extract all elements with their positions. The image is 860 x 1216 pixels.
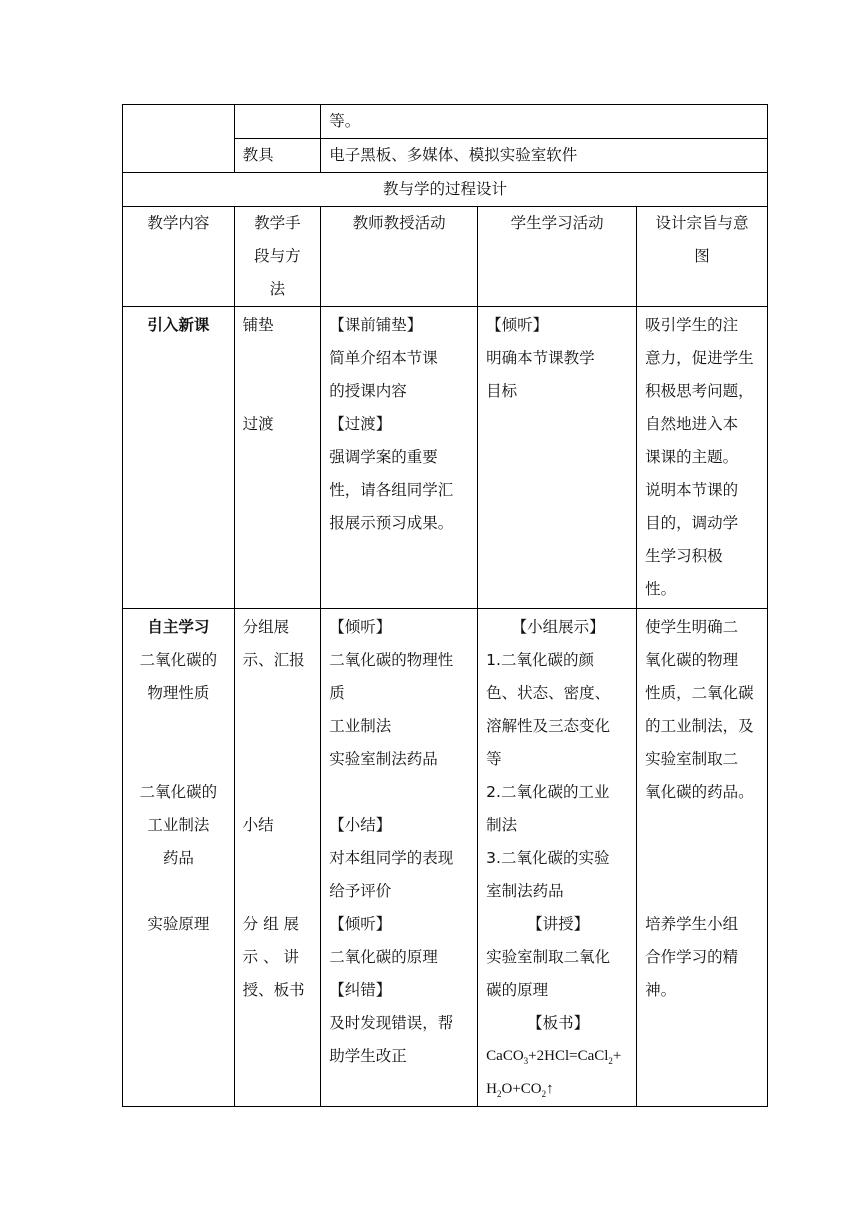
text-line: 自然地进入本 xyxy=(645,415,739,433)
continuation-text-value: 等。 xyxy=(329,112,361,130)
self-content-title: 自主学习 xyxy=(147,618,210,636)
text-line: 分 组 展 xyxy=(242,915,300,933)
equation-line xyxy=(486,1073,630,1106)
continuation-text xyxy=(321,105,768,139)
text-line: 示 、 讲 xyxy=(242,948,300,966)
header-intent-line: 图 xyxy=(694,247,710,265)
text-line: 性质，二氧化碳 xyxy=(645,684,754,702)
equation-part: +2HCl=CaCl xyxy=(528,1048,609,1064)
text-line: 培养学生小组 xyxy=(645,915,739,933)
text-line: 【小组展示】 xyxy=(511,618,605,636)
text-line: 课课的主题。 xyxy=(645,448,739,466)
text-line: 报展示预习成果。 xyxy=(329,514,454,532)
text-line: 使学生明确二 xyxy=(645,618,739,636)
intro-content xyxy=(123,307,235,609)
text-line: 制法 xyxy=(486,816,518,834)
text-line: 二氧化碳的 xyxy=(139,783,218,801)
text-line: 【小结】 xyxy=(329,816,392,834)
text-line: 及时发现错误，帮 xyxy=(329,1014,454,1032)
header-method xyxy=(234,207,321,307)
teaching-aids-value: 电子黑板、多媒体、模拟实验室软件 xyxy=(321,139,768,173)
subscript: 2 xyxy=(541,1089,547,1099)
text-line: 给予评价 xyxy=(329,882,392,900)
text-line: 的授课内容 xyxy=(329,382,407,400)
intro-teacher xyxy=(321,307,478,609)
text-line: 工业制法 xyxy=(329,717,392,735)
text-line: 积极思考问题， xyxy=(645,382,754,400)
text-line: 1.二氧化碳的颜 xyxy=(486,651,594,669)
teaching-aids-label: 教具 xyxy=(234,139,321,173)
text-line: 二氧化碳的 xyxy=(139,651,218,669)
text-line: 氧化碳的物理 xyxy=(645,651,739,669)
subscript: 2 xyxy=(608,1056,613,1066)
text-line: 说明本节课的 xyxy=(645,481,739,499)
intro-intent xyxy=(637,307,768,609)
table-row xyxy=(123,105,768,139)
text-line: 性，请各组同学汇 xyxy=(329,481,454,499)
self-content xyxy=(123,609,235,1107)
intro-student xyxy=(478,307,637,609)
text-line: 的工业制法，及 xyxy=(645,717,754,735)
equation-part: ↑ xyxy=(546,1081,554,1097)
text-line: 生学习积极 xyxy=(645,547,723,565)
text-line: 实验室制法药品 xyxy=(329,750,438,768)
text-line: 实验室制取二 xyxy=(645,750,739,768)
text-line: 3.二氧化碳的实验 xyxy=(486,849,610,867)
section-title: 教与学的过程设计 xyxy=(123,173,768,207)
header-content xyxy=(123,207,235,307)
text-line: 助学生改正 xyxy=(329,1047,407,1065)
header-content-label: 教学内容 xyxy=(147,214,210,232)
header-method-line: 段与方 xyxy=(254,247,301,265)
header-intent-line: 设计宗旨与意 xyxy=(655,214,749,232)
text-line: 实验室制取二氧化 xyxy=(486,948,611,966)
table-row xyxy=(123,609,768,1107)
intro-method xyxy=(234,307,321,609)
text-line: 目的，调动学 xyxy=(645,514,739,532)
text-line: 【倾听】 xyxy=(486,316,549,334)
equation-part: H xyxy=(486,1081,497,1097)
text-line: 二氧化碳的原理 xyxy=(329,948,438,966)
self-method xyxy=(234,609,321,1107)
header-intent xyxy=(637,207,768,307)
text-line: 合作学习的精 xyxy=(645,948,739,966)
text-line: 性。 xyxy=(645,580,677,598)
text-line: 【倾听】 xyxy=(329,618,392,636)
text-line: 物理性质 xyxy=(147,684,210,702)
header-teacher-label: 教师教授活动 xyxy=(352,214,446,232)
text-line: 质 xyxy=(329,684,345,702)
text-line: 简单介绍本节课 xyxy=(329,349,438,367)
text-line: 意力，促进学生 xyxy=(645,349,754,367)
header-student xyxy=(478,207,637,307)
text-line: 【纠错】 xyxy=(329,981,392,999)
text-line: 碳的原理 xyxy=(486,981,549,999)
text-line: 【过渡】 xyxy=(329,415,392,433)
text-line: 明确本节课教学 xyxy=(486,349,595,367)
self-student xyxy=(478,609,637,1107)
text-line: 实验原理 xyxy=(147,915,210,933)
text-line: 对本组同学的表现 xyxy=(329,849,454,867)
text-line: 【倾听】 xyxy=(329,915,392,933)
equation-line xyxy=(486,1040,630,1073)
text-line: 药品 xyxy=(162,849,194,867)
header-student-label: 学生学习活动 xyxy=(510,214,604,232)
equation-part: CaCO xyxy=(486,1048,524,1064)
lesson-plan-table xyxy=(122,104,768,1107)
header-method-line: 教学手 xyxy=(254,214,301,232)
empty-cell xyxy=(123,105,235,173)
self-intent xyxy=(637,609,768,1107)
text-line: 2.二氧化碳的工业 xyxy=(486,783,610,801)
header-row xyxy=(123,207,768,307)
header-teacher xyxy=(321,207,478,307)
text-line: 【讲授】 xyxy=(527,915,590,933)
equation-part: O+CO xyxy=(501,1081,542,1097)
text-line: 溶解性及三态变化 xyxy=(486,717,611,735)
text-line: 神。 xyxy=(645,981,677,999)
text-line: 目标 xyxy=(486,382,518,400)
self-teacher xyxy=(321,609,478,1107)
subscript: 3 xyxy=(523,1056,529,1066)
intro-content-label: 引入新课 xyxy=(147,316,210,334)
text-line: 室制法药品 xyxy=(486,882,564,900)
header-method-line: 法 xyxy=(269,280,286,298)
subscript: 2 xyxy=(497,1089,502,1099)
text-line: 分组展 xyxy=(242,618,290,636)
text-line: 【板书】 xyxy=(527,1014,590,1032)
intro-method-1: 铺垫 xyxy=(242,316,274,334)
table-row xyxy=(123,307,768,609)
intro-method-2: 过渡 xyxy=(242,415,274,433)
equation-part: + xyxy=(612,1048,622,1064)
table-row xyxy=(123,173,768,207)
text-line: 吸引学生的注 xyxy=(645,316,739,334)
text-line: 色、状态、密度、 xyxy=(486,684,611,702)
text-line: 强调学案的重要 xyxy=(329,448,438,466)
text-line: 示、汇报 xyxy=(242,651,305,669)
empty-cell xyxy=(234,105,321,139)
text-line: 【课前铺垫】 xyxy=(329,316,423,334)
text-line: 授、板书 xyxy=(242,981,305,999)
text-line: 等 xyxy=(486,750,502,768)
text-line: 工业制法 xyxy=(147,816,210,834)
text-line: 氧化碳的药品。 xyxy=(645,783,754,801)
text-line: 二氧化碳的物理性 xyxy=(329,651,454,669)
text-line: 小结 xyxy=(242,816,274,834)
